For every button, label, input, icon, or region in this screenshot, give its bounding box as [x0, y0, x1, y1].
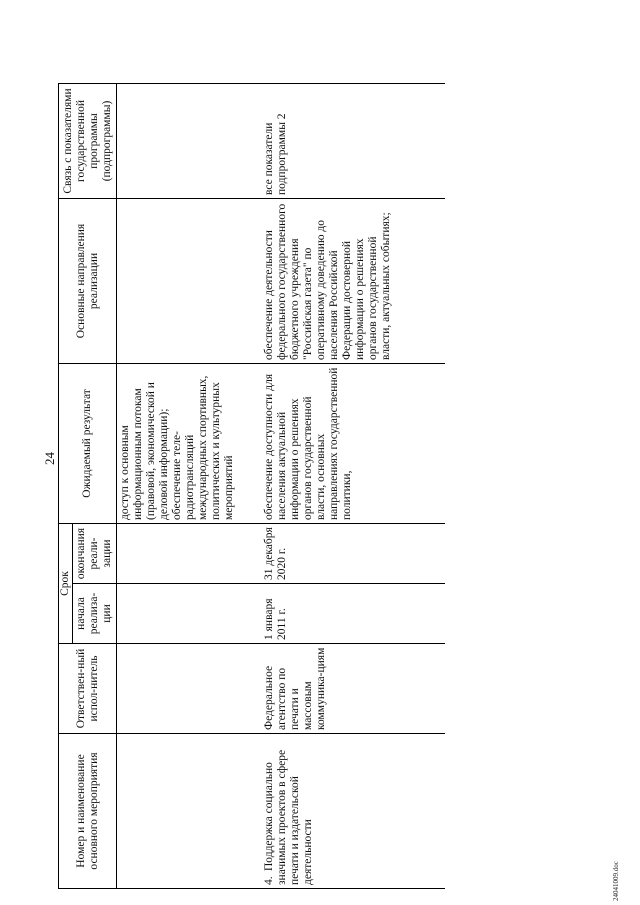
cell-executor: [117, 644, 258, 734]
page-number: 24: [42, 452, 57, 465]
cell-start: [117, 584, 258, 644]
cell-directions: обеспечение деятельности федерального государственного бюджетного учреждения "Российская газета" по оперативному доведению до населения Российской Федерации достоверной информации о решениях органов государственной власти, актуальных событиях;: [257, 199, 445, 364]
header-indicators: Связь с показателями государственной программы (подпрограммы): [59, 84, 117, 199]
cell-result: обеспечение доступности для населения актуальной информации о решениях органов государственной власти, основных направлениях государственной политики,: [257, 364, 445, 524]
header-activity: Номер и наименование основного мероприятия: [59, 734, 117, 889]
header-directions: Основные направления реализации: [59, 199, 117, 364]
cell-indicators: [117, 84, 258, 199]
header-end: окончания реали-зации: [73, 524, 117, 584]
header-start: начала реализа-ции: [73, 584, 117, 644]
cell-start: 1 января 2011 г.: [257, 584, 445, 644]
cell-end: [117, 524, 258, 584]
cell-end: 31 декабря 2020 г.: [257, 524, 445, 584]
cell-activity: [117, 734, 258, 889]
cell-indicators: все показатели подпрограммы 2: [257, 84, 445, 199]
cell-executor: Федеральное агентство по печати и массовым коммуника-циям: [257, 644, 445, 734]
activity-name: Поддержка социально значимых проектов в сфере печати и издательской деятельности: [263, 749, 314, 885]
header-term: Срок: [59, 524, 73, 644]
header-executor: Ответствен-ный испол-нитель: [59, 644, 117, 734]
cell-directions: [117, 199, 258, 364]
document-id: 24041009.doc: [612, 861, 620, 901]
table-row: [257, 84, 445, 889]
activities-table: [58, 83, 445, 889]
table-row: [117, 84, 258, 889]
cell-result: доступ к основным информационным потокам (правовой, экономической и деловой информации); обеспечение теле-радиотрансляций международных спортивных, политических и культурных мероприятий: [117, 364, 258, 524]
activity-number: 4.: [263, 876, 275, 885]
header-result: Ожидаемый результат: [59, 364, 117, 524]
cell-activity: [257, 734, 445, 889]
